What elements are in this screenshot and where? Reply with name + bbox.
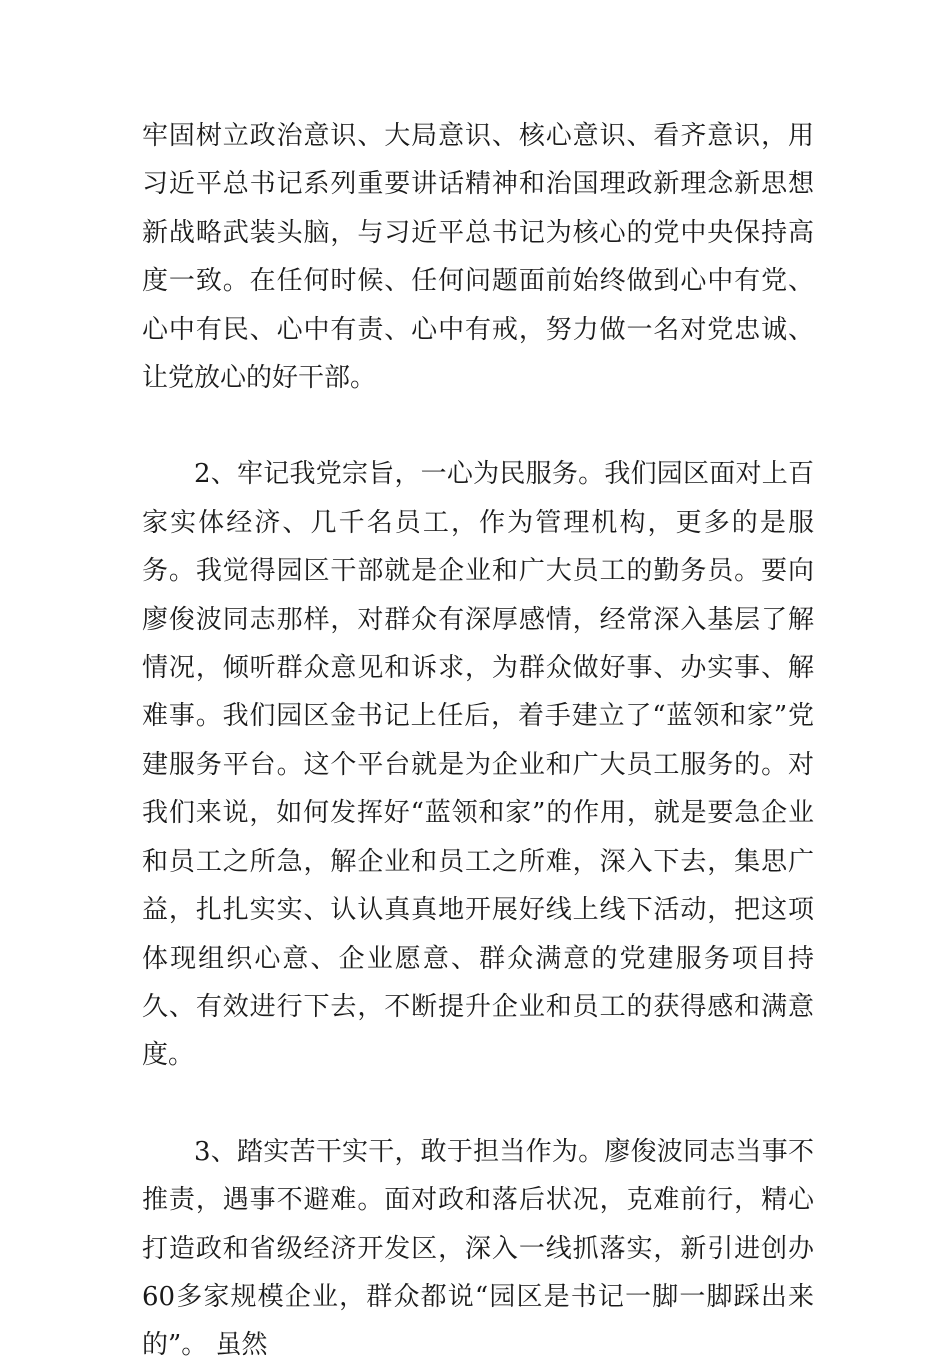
paragraph-2: 2、牢记我党宗旨，一心为民服务。我们园区面对上百家实体经济、几千名员工，作为管理机构，更多的是服务。我觉得园区干部就是企业和广大员工的勤务员。要向廖俊波同志那样，对群众有深厚感情，经常深入基层了解情况，倾听群众意见和诉求，为群众做好事、办实事、解难事。我们园区金书记上任后，着手建立了“蓝领和家”党建服务平台。这个平台就是为企业和广大员工服务的。对我们来说，如何发挥好“蓝领和家”的作用，就是要急企业和员工之所急，解企业和员工之所难，深入下去，集思广益，扎扎实实、认认真真地开展好线上线下活动，把这项体现组织心意、企业愿意、群众满意的党建服务项目持久、有效进行下去，不断提升企业和员工的获得感和满意度。 xyxy=(142,459,814,1071)
paragraph-gap xyxy=(142,1080,814,1128)
paragraph-3: 3、踏实苦干实干，敢于担当作为。廖俊波同志当事不推责，遇事不避难。面对政和落后状况，克难前行，精心打造政和省级经济开发区，深入一线抓落实，新引进创办60多家规模企业，群众都说“园区是书记一脚一脚踩出来的”。 虽然 xyxy=(142,1136,814,1361)
paragraph-gap xyxy=(142,402,814,450)
document-body xyxy=(142,112,814,1370)
paragraph-1: 牢固树立政治意识、大局意识、核心意识、看齐意识，用习近平总书记系列重要讲话精神和治国理政新理念新思想新战略武装头脑，与习近平总书记为核心的党中央保持高度一致。在任何时候、任何问题面前始终做到心中有党、心中有民、心中有责、心中有戒，努力做一名对党忠诚、让党放心的好干部。 xyxy=(142,121,814,394)
